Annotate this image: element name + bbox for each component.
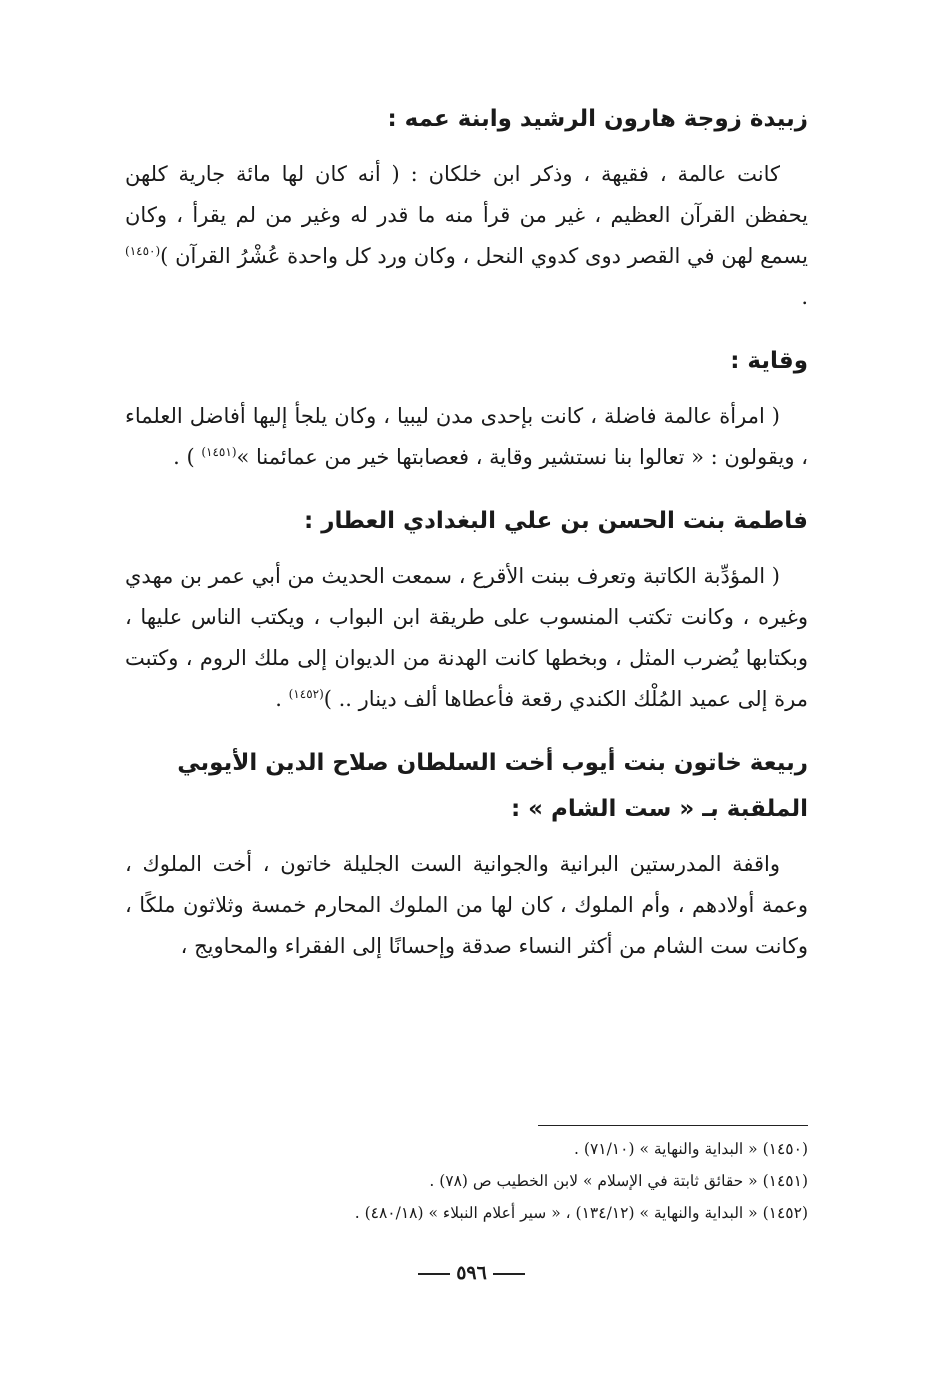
page-number-value: ٥٩٦ [456,1262,487,1284]
main-text [125,96,808,967]
section-heading-fatima: فاطمة بنت الحسن بن علي البغدادي العطار : [304,508,808,534]
footnotes [125,1133,808,1229]
dash-icon [493,1273,525,1275]
body-tail: ) . [173,445,202,469]
body-text: ( المؤدِّبة الكاتبة وتعرف ببنت الأقرع ، سمعت الحديث من أبي عمر بن مهدي وغيره ، وكانت تكتب المنسوب على طريقة ابن البواب ، ويكتب الناس عليها ، وبكتابها يُضرب المثل ، وبخطها كانت الهدنة من الديوان إلى ملك الروم ، وكتبت مرة إلى عميد المُلْك الكندي رقعة فأعطاها ألف دينار .. ) [125,564,808,711]
footnote-ref: (١٤٥١) [201,445,237,459]
footnote-1451: (١٤٥١) « حقائق ثابتة في الإسلام » لابن الخطيب ص (٧٨) . [429,1172,808,1190]
section-heading-rabia: ربيعة خاتون بنت أيوب أخت السلطان صلاح الدين الأيوبي الملقبة بـ « ست الشام » : [177,750,808,822]
section-heading-zubaida: زبيدة زوجة هارون الرشيد وابنة عمه : [387,106,808,132]
section-body-wiqaya [125,396,808,478]
section-heading-wiqaya: وقاية : [730,348,808,374]
body-text: واقفة المدرستين البرانية والجوانية الست الجليلة خاتون ، أخت الملوك ، وعمة أولادهم ، وأم الملوك ، كان لها من الملوك المحارم خمسة وثلاثون ملكًا ، وكانت ست الشام من أكثر النساء صدقة وإحسانًا إلى الفقراء والمحاويج ، [125,852,808,958]
body-tail: . [801,285,808,309]
footnote-ref: (١٤٥٢) [288,687,324,701]
dash-icon [418,1273,450,1275]
body-text: ( امرأة عالمة فاضلة ، كانت بإحدى مدن ليبيا ، وكان يلجأ إليها أفاضل العلماء ، ويقولون : « تعالوا بنا نستشير وقاية ، فعصابتها خير من عمائمنا » [125,404,808,469]
section-body-zubaida [125,154,808,318]
footnote-1452: (١٤٥٢) « البداية والنهاية » (١٣٤/١٢) ، « سير أعلام النبلاء » (٤٨٠/١٨) . [354,1204,808,1222]
page-number [0,1262,943,1284]
section-body-rabia [125,844,808,967]
section-body-fatima [125,556,808,720]
footnote-1450: (١٤٥٠) « البداية والنهاية » (٧١/١٠) . [574,1140,808,1158]
footnote-divider [538,1125,808,1126]
body-tail: . [275,687,289,711]
body-text: كانت عالمة ، فقيهة ، وذكر ابن خلكان : ( أنه كان لها مائة جارية كلهن يحفظن القرآن العظيم ، غير من قرأ منه ما قدر له وغير من لم يقرأ ، وكان يسمع لهن في القصر دوى كدوي النحل ، وكان ورد كل واحدة عُشْرُ القرآن ) [125,162,808,268]
footnote-ref: (١٤٥٠) [125,244,161,258]
